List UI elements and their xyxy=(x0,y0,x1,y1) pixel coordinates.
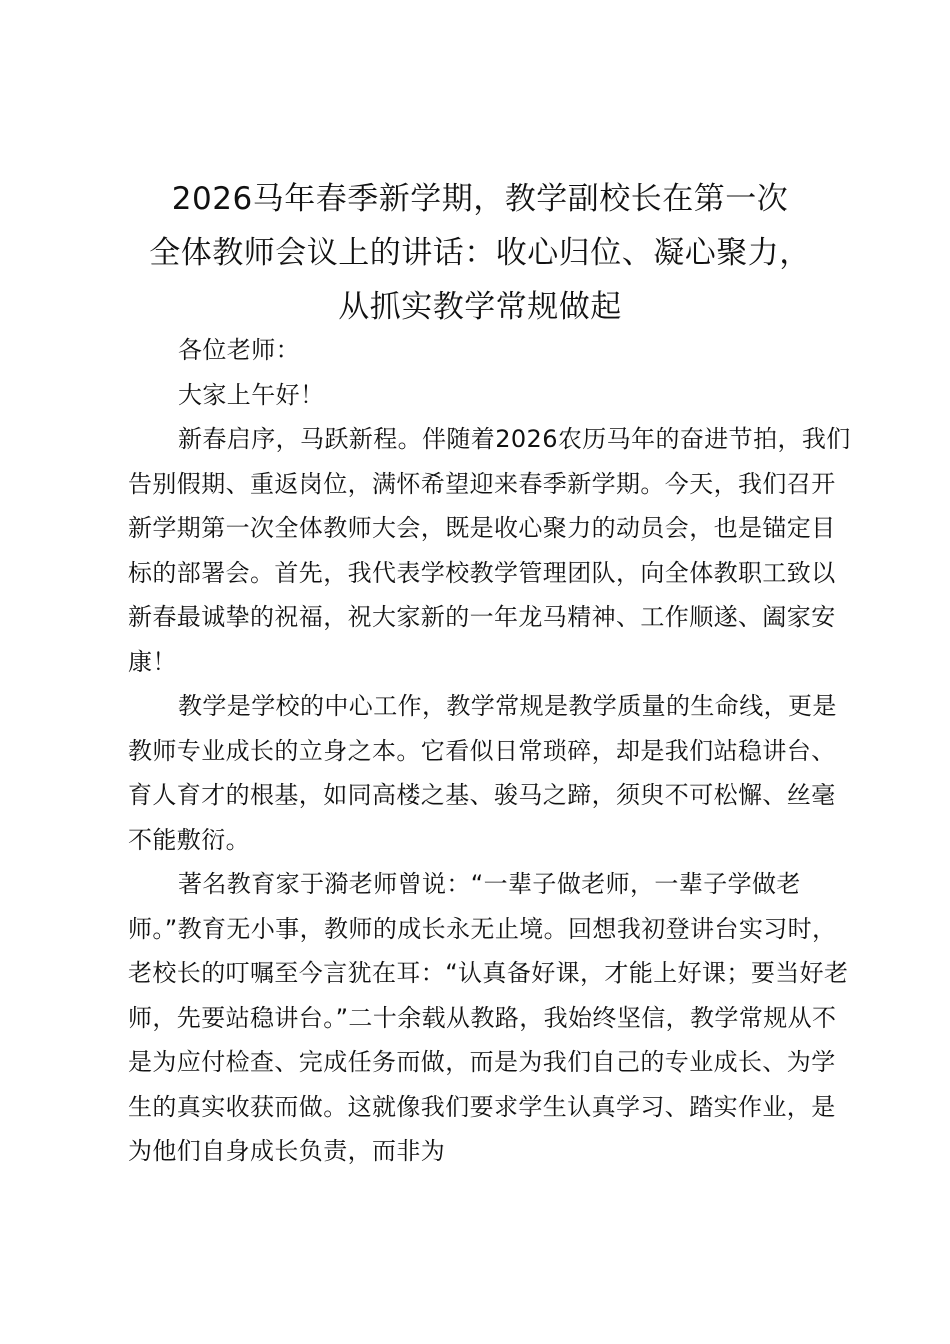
title-line-3: 从抓实教学常规做起 xyxy=(338,289,622,325)
title-line-2: 全体教师会议上的讲话：收心归位、凝心聚力， xyxy=(149,235,811,271)
greeting: 大家上午好！ xyxy=(178,380,325,409)
speech-body xyxy=(128,328,858,1174)
salutation: 各位老师： xyxy=(178,336,300,364)
paragraph-teaching-routine: 教学是学校的中心工作，教学常规是教学质量的生命线，更是教师专业成长的立身之本。它看似日常琐碎，却是我们站稳讲台、育人育才的根基，如同高楼之基、骏马之蹄，须臾不可松懈、丝毫不能敷衍。 xyxy=(128,692,837,854)
paragraph-yu-yi-quote: 著名教育家于漪老师曾说：“一辈子做老师，一辈子学做老师。”教育无小事，教师的成长永无止境。回想我初登讲台实习时，老校长的叮嘱至今言犹在耳：“认真备好课，才能上好课；要当好老师，先要站稳讲台。”二十余载从教路，我始终坚信，教学常规从不是为应付检查、完成任务而做，而是为我们自己的专业成长、为学生的真实收获而做。这就像我们要求学生认真学习、踏实作业，是为他们自身成长负责，而非为 xyxy=(128,870,849,1165)
speech-title xyxy=(100,172,860,334)
title-line-1: 2026马年春季新学期，教学副校长在第一次 xyxy=(171,181,789,217)
paragraph-opening: 新春启序，马跃新程。伴随着2026农历马年的奋进节拍，我们告别假期、重返岗位，满怀希望迎来春季新学期。今天，我们召开新学期第一次全体教师大会，既是收心聚力的动员会，也是锚定目标的部署会。首先，我代表学校教学管理团队，向全体教职工致以新春最诚挚的祝福，祝大家新的一年龙马精神、工作顺遂、阖家安康！ xyxy=(128,425,851,676)
